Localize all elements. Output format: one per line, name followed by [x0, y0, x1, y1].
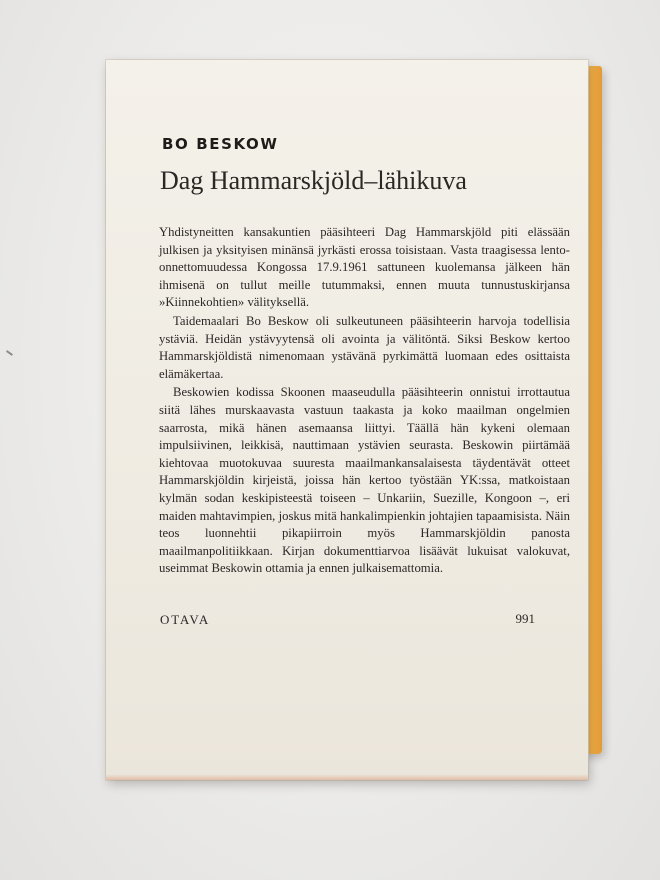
blurb-paragraph-3: Beskowien kodissa Skoonen maaseudulla pääsihteerin onnistui irrottautua siitä lähes murskaavasta vastuun taakasta ja koko maailman ongelmien saarrosta, mikä hänen asemaansa liittyi. Täällä hän kykeni olemaan impulsiivinen, leikkisä, nauttimaan ystävien seurasta. Beskowin piirtämää kiehtovaa muotokuvaa suuresta maailmankansalaisesta täydentävät otteet Hammarskjöldin kirjeistä, joissa hän kertoo työstään YK:ssa, matkoistaan kylmän sodan keskipisteestä toiseen – Unkariin, Suezille, Kongoon –, eri maiden mahtavimpien, joskus mitä hankalimpienkin johtajien tapaamisista. Näin teos luonnehtii pikapiirroin myös Hammarskjöldin panosta maailmanpolitiikkaan. Kirjan dokumenttiarvoa lisäävät lukuisat valokuvat, useimmat Beskowin ottamia ja ennen julkaisemattomia.: [159, 385, 570, 576]
catalog-number: 991: [515, 611, 535, 626]
blurb-text: [159, 224, 570, 578]
author-name: BO BESKOW: [162, 135, 279, 153]
publisher-name: OTAVA: [160, 612, 211, 627]
table-speck: [6, 350, 13, 356]
cover-edge-tint: [106, 774, 588, 780]
blurb-paragraph-1: Yhdistyneitten kansakuntien pääsihteeri Dag Hammarskjöld piti elässään julkisen ja yksityisen minänsä jyrkästi erossa toisistaan. Vasta traagisessa lento-onnettomuudessa Kongossa 17.9.1961 sattuneen kuolemansa jälkeen hän ihmisenä on tullut meille tutummaksi, ennen muuta tunnustuskirjansa »Kiinnekohtien» välityksellä.: [159, 225, 570, 310]
book-back-cover: [106, 60, 588, 780]
book-title: Dag Hammarskjöld–lähikuva: [160, 166, 467, 195]
blurb-paragraph-2: Taidemaalari Bo Beskow oli sulkeutuneen pääsihteerin harvoja todellisia ystäviä. Heidän ystävyytensä oli avointa ja välitöntä. Siksi Beskow kertoo Hammarskjöldistä nimenomaan ystävänä pyrkimättä luomaan edes osittaista elämäkertaa.: [159, 313, 570, 381]
